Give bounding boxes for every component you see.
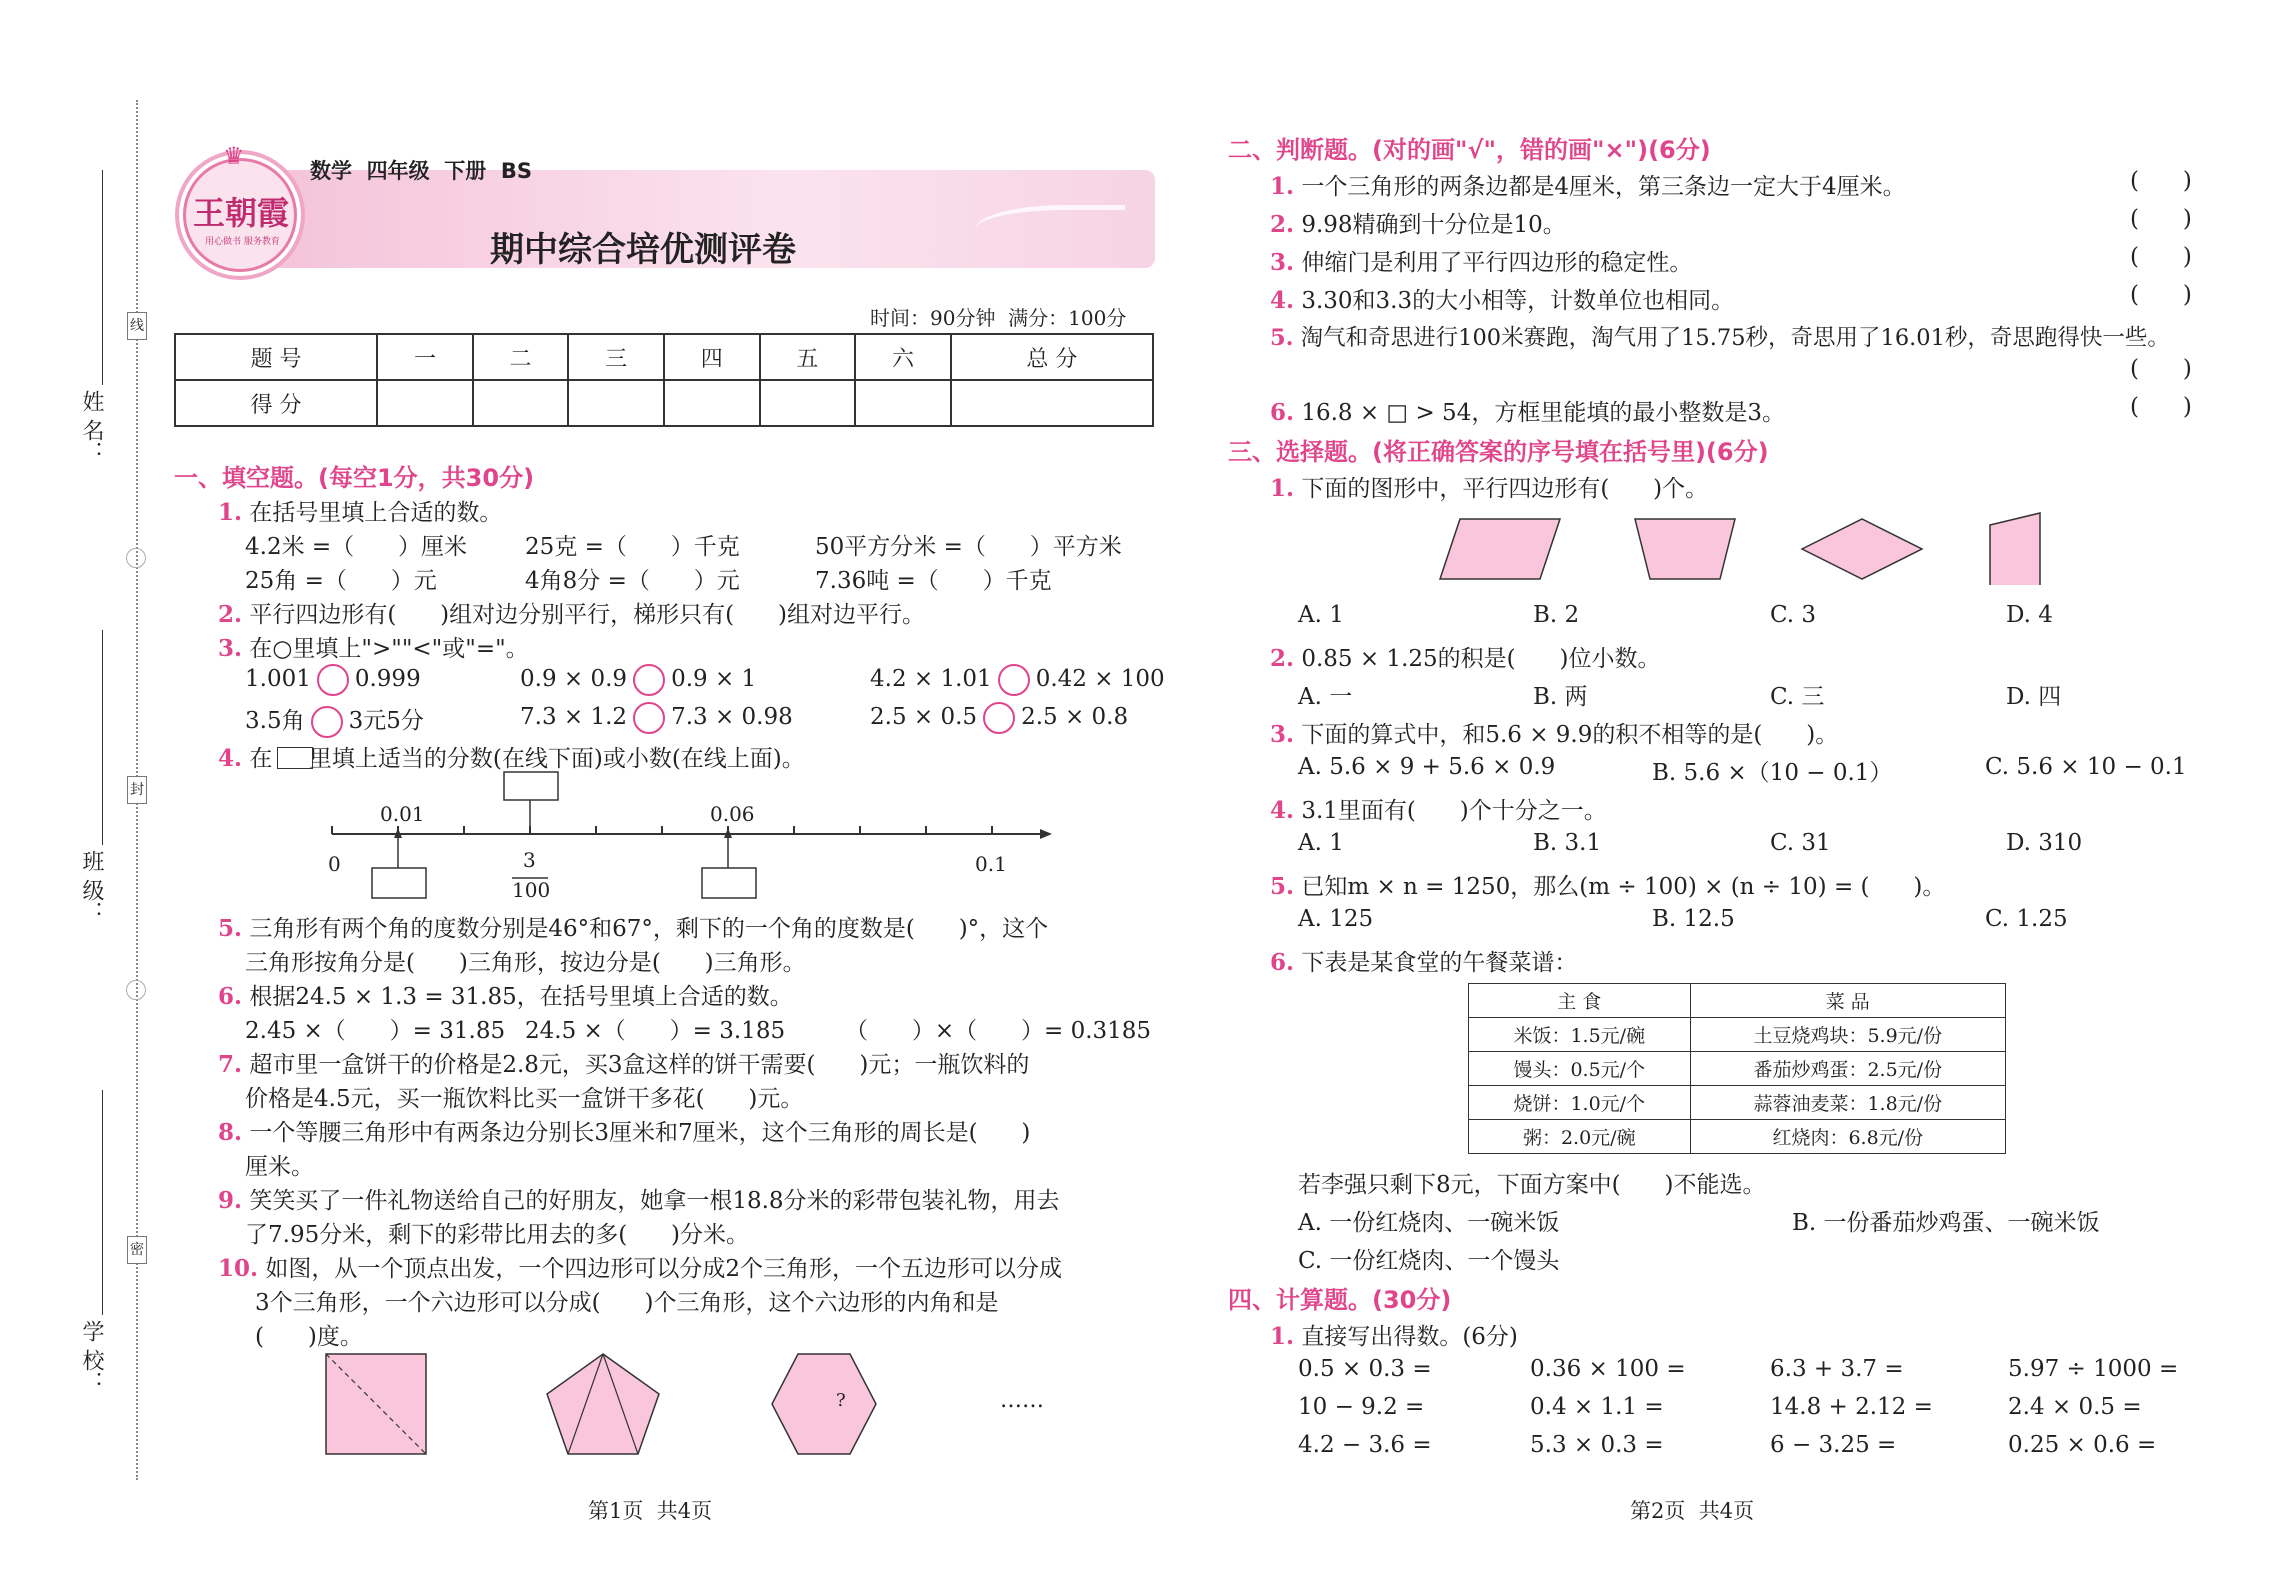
score-input-cell[interactable] xyxy=(951,380,1153,426)
q1-item-a: 4.2米 =（ ）厘米 xyxy=(245,534,468,560)
compare-item: 2.5 × 0.5 2.5 × 0.8 xyxy=(870,702,1128,734)
option[interactable]: A. 5.6 × 9 + 5.6 × 0.9 xyxy=(1298,754,1556,780)
punch-hole-icon xyxy=(126,548,146,568)
question-number: 1. xyxy=(218,499,243,526)
option[interactable]: A. 125 xyxy=(1298,906,1374,932)
punch-hole-icon xyxy=(126,980,146,1000)
question-1 xyxy=(218,494,502,527)
calc-item: 2.4 × 0.5 = xyxy=(2008,1394,2142,1420)
right-trapezoid-figure xyxy=(1990,513,2040,585)
page-footer-1: 第1页 共4页 xyxy=(588,1499,713,1523)
compare-circle[interactable] xyxy=(983,702,1015,734)
option[interactable]: A. 一 xyxy=(1298,684,1353,710)
choice-question-6: 6. 下表是某食堂的午餐菜谱： xyxy=(1270,949,1578,976)
hexagon-figure xyxy=(772,1354,876,1454)
option[interactable]: B. 2 xyxy=(1533,602,1580,628)
subject-line: 数学 四年级 下册 BS xyxy=(310,159,532,183)
frac-numerator: 3 xyxy=(523,848,536,872)
judge-item: 2. 9.98精确到十分位是10。 xyxy=(1270,211,1566,238)
judge-item: 1. 一个三角形的两条边都是4厘米，第三条边一定大于4厘米。 xyxy=(1270,173,1906,200)
polygon-figures xyxy=(320,1350,1040,1460)
option[interactable]: C. 31 xyxy=(1770,830,1831,856)
question-text: 厘米。 xyxy=(245,1154,314,1180)
compare-circle[interactable] xyxy=(633,664,665,696)
nl-label-01: 0.1 xyxy=(975,852,1007,876)
question-text: 根据24.5 × 1.3 = 31.85，在括号里填上合适的数。 xyxy=(249,984,793,1010)
q1-item-f: 7.36吨 =（ ）千克 xyxy=(815,568,1052,594)
option[interactable]: B. 一份番茄炒鸡蛋、一碗米饭 xyxy=(1792,1210,2100,1236)
menu-header: 主 食 xyxy=(1469,984,1691,1018)
q6-item-b: 24.5 ×（ ）= 3.185 xyxy=(525,1018,786,1044)
q1-item-e: 4角8分 =（ ）元 xyxy=(525,568,740,594)
question-number: 4. xyxy=(218,745,243,772)
compare-item: 4.2 × 1.01 0.42 × 100 xyxy=(870,664,1165,696)
score-table-header-row xyxy=(175,334,1153,380)
menu-row: 米饭：1.5元/碗 土豆烧鸡块：5.9元/份 xyxy=(1469,1018,2006,1052)
compare-item: 3.5角 3元5分 xyxy=(245,702,424,738)
question-text: 一个等腰三角形中有两条边分别长3厘米和7厘米，这个三角形的周长是( ) xyxy=(249,1120,1031,1146)
question-text: 三角形按角分是( )三角形，按边分是( )三角形。 xyxy=(245,950,806,976)
q6-item-c: （ ）×（ ）= 0.3185 xyxy=(845,1018,1152,1044)
answer-bracket[interactable]: ( ) xyxy=(2130,394,2192,420)
question-text: 若李强只剩下8元，下面方案中( )不能选。 xyxy=(1298,1172,1766,1198)
q1-item-b: 25克 =（ ）千克 xyxy=(525,534,740,560)
question-3 xyxy=(218,630,529,663)
calc-item: 0.25 × 0.6 = xyxy=(2008,1432,2157,1458)
score-cell: 六 xyxy=(855,334,951,380)
question-text: 在○里填上">""<"或"="。 xyxy=(249,636,529,662)
menu-row: 粥：2.0元/碗 红烧肉：6.8元/份 xyxy=(1469,1120,2006,1154)
crown-icon: ♛ xyxy=(223,142,245,170)
judge-item: 5. 淘气和奇思进行100米赛跑，淘气用了15.75秒，奇思用了16.01秒，奇思跑得快一些。 xyxy=(1270,325,2170,351)
answer-bracket[interactable]: ( ) xyxy=(2130,282,2192,308)
option[interactable]: C. 1.25 xyxy=(1985,906,2068,932)
question-text: 在括号里填上合适的数。 xyxy=(249,500,503,526)
question-10 xyxy=(218,1250,1062,1283)
question-number: 3. xyxy=(218,635,243,662)
choice-question-1: 1. 下面的图形中，平行四边形有( )个。 xyxy=(1270,475,1709,502)
question-number: 9. xyxy=(218,1187,243,1214)
calc-item: 6 − 3.25 = xyxy=(1770,1432,1897,1458)
score-cell: 五 xyxy=(760,334,856,380)
inline-box-icon xyxy=(277,747,313,769)
brand-logo xyxy=(175,142,305,280)
compare-circle[interactable] xyxy=(311,706,343,738)
score-label: 得 分 xyxy=(175,380,377,426)
question-6 xyxy=(218,978,793,1011)
menu-row: 烧饼：1.0元/个 蒜蓉油麦菜：1.8元/份 xyxy=(1469,1086,2006,1120)
option[interactable]: B. 3.1 xyxy=(1533,830,1602,856)
judge-item: 4. 3.30和3.3的大小相等，计数单位也相同。 xyxy=(1270,287,1735,314)
option[interactable]: B. 5.6 ×（10 − 0.1） xyxy=(1652,760,1893,786)
calc-item: 0.36 × 100 = xyxy=(1530,1356,1686,1382)
choice-question-5: 5. 已知m × n = 1250，那么(m ÷ 100) × (n ÷ 10) = ( )。 xyxy=(1270,873,1946,900)
option[interactable]: A. 1 xyxy=(1298,602,1344,628)
score-cell: 一 xyxy=(377,334,473,380)
calc-item: 0.4 × 1.1 = xyxy=(1530,1394,1664,1420)
score-cell: 题 号 xyxy=(175,334,377,380)
question-number: 2. xyxy=(218,601,243,628)
calc-item: 14.8 + 2.12 = xyxy=(1770,1394,1933,1420)
calc-item: 5.3 × 0.3 = xyxy=(1530,1432,1664,1458)
question-7 xyxy=(218,1046,1029,1079)
compare-item: 1.001 0.999 xyxy=(245,664,421,696)
time-info: 时间：90分钟 满分：100分 xyxy=(870,306,1127,330)
question-text: 笑笑买了一件礼物送给自己的好朋友，她拿一根18.8分米的彩带包装礼物，用去 xyxy=(249,1188,1060,1214)
option[interactable]: C. 一份红烧肉、一个馒头 xyxy=(1298,1248,1560,1274)
question-2 xyxy=(218,596,925,629)
nl-label-0: 0 xyxy=(328,852,341,876)
menu-header: 菜 品 xyxy=(1690,984,2005,1018)
option[interactable]: C. 3 xyxy=(1770,602,1817,628)
question-number: 8. xyxy=(218,1119,243,1146)
option[interactable]: D. 4 xyxy=(2006,602,2053,628)
question-number: 7. xyxy=(218,1051,243,1078)
question-number: 6. xyxy=(218,983,243,1010)
score-input-cell[interactable] xyxy=(855,380,951,426)
class-line xyxy=(102,630,103,845)
answer-bracket[interactable]: ( ) xyxy=(2130,168,2192,194)
calc-item: 4.2 − 3.6 = xyxy=(1298,1432,1432,1458)
question-number: 10. xyxy=(218,1255,259,1282)
answer-box[interactable] xyxy=(504,772,558,800)
binding-mark-fold: 密 xyxy=(127,1236,147,1264)
compare-item: 7.3 × 1.2 7.3 × 0.98 xyxy=(520,702,793,734)
question-text: 平行四边形有( )组对边分别平行，梯形只有( )组对边平行。 xyxy=(249,602,925,628)
option[interactable]: D. 310 xyxy=(2006,830,2083,856)
choice-question-2: 2. 0.85 × 1.25的积是( )位小数。 xyxy=(1270,645,1661,672)
option[interactable]: B. 两 xyxy=(1533,684,1588,710)
menu-header-row xyxy=(1469,984,2006,1018)
compare-circle[interactable] xyxy=(633,702,665,734)
calc-item: 5.97 ÷ 1000 = xyxy=(2008,1356,2179,1382)
score-table xyxy=(174,333,1154,427)
answer-bracket[interactable]: ( ) xyxy=(2130,356,2192,382)
page-title: 期中综合培优测评卷 xyxy=(490,230,796,270)
question-text: ( )度。 xyxy=(255,1324,363,1350)
score-cell: 四 xyxy=(664,334,760,380)
section-3-title: 三、选择题。(将正确答案的序号填在括号里)(6分) xyxy=(1228,438,1769,466)
section-2-title: 二、判断题。(对的画"√"，错的画"×")(6分) xyxy=(1228,136,1711,164)
option[interactable]: A. 一份红烧肉、一碗米饭 xyxy=(1298,1210,1560,1236)
name-label: 姓 名： xyxy=(79,390,104,463)
name-line xyxy=(102,170,103,385)
answer-box[interactable] xyxy=(372,868,426,898)
rhombus-figure xyxy=(1802,519,1922,579)
ellipsis: …… xyxy=(1000,1388,1044,1413)
school-line xyxy=(102,1090,103,1315)
question-text: 如图，从一个顶点出发，一个四边形可以分成2个三角形，一个五边形可以分成 xyxy=(265,1256,1062,1282)
trapezoid-figure xyxy=(1635,519,1735,579)
class-label: 班 级： xyxy=(79,850,104,923)
school-label: 学 校： xyxy=(79,1320,104,1393)
score-cell: 总 分 xyxy=(951,334,1153,380)
question-text: 超市里一盒饼干的价格是2.8元，买3盒这样的饼干需要( )元；一瓶饮料的 xyxy=(249,1052,1030,1078)
q6-item-a: 2.45 ×（ ）= 31.85 xyxy=(245,1018,506,1044)
question-8 xyxy=(218,1114,1030,1147)
binding-mark-line: 线 xyxy=(127,312,147,340)
score-input-cell[interactable] xyxy=(664,380,760,426)
score-input-cell[interactable] xyxy=(377,380,473,426)
section-1-title: 一、填空题。(每空1分，共30分) xyxy=(174,464,535,492)
question-text: 3个三角形，一个六边形可以分成( )个三角形，这个六边形的内角和是 xyxy=(255,1290,999,1316)
choice-question-4: 4. 3.1里面有( )个十分之一。 xyxy=(1270,797,1607,824)
nl-label-001: 0.01 xyxy=(380,802,425,826)
binding-mark-seal: 封 xyxy=(127,776,147,804)
quadrilateral-figures xyxy=(1430,505,2060,585)
calc-item: 10 − 9.2 = xyxy=(1298,1394,1425,1420)
judge-item: 3. 伸缩门是利用了平行四边形的稳定性。 xyxy=(1270,249,1693,276)
score-input-cell[interactable] xyxy=(473,380,569,426)
page-footer-2: 第2页 共4页 xyxy=(1630,1499,1755,1523)
option[interactable]: C. 5.6 × 10 − 0.1 xyxy=(1985,754,2187,780)
answer-box[interactable] xyxy=(702,868,756,898)
option[interactable]: C. 三 xyxy=(1770,684,1825,710)
calc-item: 0.5 × 0.3 = xyxy=(1298,1356,1432,1382)
number-line xyxy=(320,770,1060,900)
option[interactable]: B. 12.5 xyxy=(1652,906,1735,932)
pentagon-figure xyxy=(547,1354,659,1454)
question-9 xyxy=(218,1182,1060,1215)
option[interactable]: A. 1 xyxy=(1298,830,1344,856)
compare-circle[interactable] xyxy=(317,664,349,696)
question-text: 了7.95分米，剩下的彩带比用去的多( )分米。 xyxy=(245,1222,750,1248)
q1-item-c: 50平方分米 =（ ）平方米 xyxy=(815,534,1122,560)
brand-name: 王朝霞 xyxy=(193,194,290,232)
question-number: 5. xyxy=(218,915,243,942)
brand-slogan: 用心做书 服务教育 xyxy=(205,237,280,247)
compare-circle[interactable] xyxy=(998,664,1030,696)
menu-row: 馒头：0.5元/个 番茄炒鸡蛋：2.5元/份 xyxy=(1469,1052,2006,1086)
frac-denominator: 100 xyxy=(512,878,551,902)
answer-bracket[interactable]: ( ) xyxy=(2130,206,2192,232)
calc-question-1: 1. 直接写出得数。(6分) xyxy=(1270,1323,1518,1350)
score-cell: 二 xyxy=(473,334,569,380)
score-input-cell[interactable] xyxy=(568,380,664,426)
compare-item: 0.9 × 0.9 0.9 × 1 xyxy=(520,664,756,696)
parallelogram-figure xyxy=(1440,519,1560,579)
square-figure xyxy=(326,1354,426,1454)
section-4-title: 四、计算题。(30分) xyxy=(1228,1286,1452,1314)
question-5 xyxy=(218,910,1048,943)
question-text: 价格是4.5元，买一瓶饮料比买一盒饼干多花( )元。 xyxy=(245,1086,804,1112)
calc-item: 6.3 + 3.7 = xyxy=(1770,1356,1904,1382)
score-cell: 三 xyxy=(568,334,664,380)
answer-bracket[interactable]: ( ) xyxy=(2130,244,2192,270)
nl-label-006: 0.06 xyxy=(710,802,755,826)
judge-item: 6. 16.8 × □ > 54，方框里能填的最小整数是3。 xyxy=(1270,399,1785,426)
choice-question-3: 3. 下面的算式中，和5.6 × 9.9的积不相等的是( )。 xyxy=(1270,721,1839,748)
menu-table xyxy=(1468,983,2006,1154)
hexagon-question-mark: ? xyxy=(836,1390,846,1411)
q1-item-d: 25角 =（ ）元 xyxy=(245,568,437,594)
question-text: 在 里填上适当的分数(在线下面)或小数(在线上面)。 xyxy=(249,746,805,772)
question-text: 三角形有两个角的度数分别是46°和67°，剩下的一个角的度数是( )°，这个 xyxy=(249,916,1049,942)
score-input-cell[interactable] xyxy=(760,380,856,426)
score-table-score-row xyxy=(175,380,1153,426)
option[interactable]: D. 四 xyxy=(2006,684,2062,710)
